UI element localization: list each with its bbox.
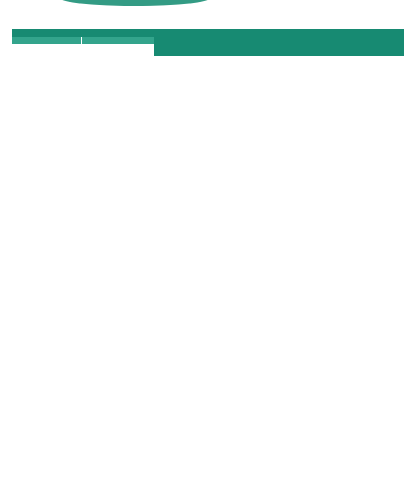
header-miladi [12,37,81,44]
header-topic [223,29,404,56]
header-hijri [81,37,154,44]
header-day [154,29,223,56]
header-date [12,29,154,37]
table-header-row [12,29,404,44]
calendar-table [12,29,404,44]
top-decoration [0,0,416,8]
